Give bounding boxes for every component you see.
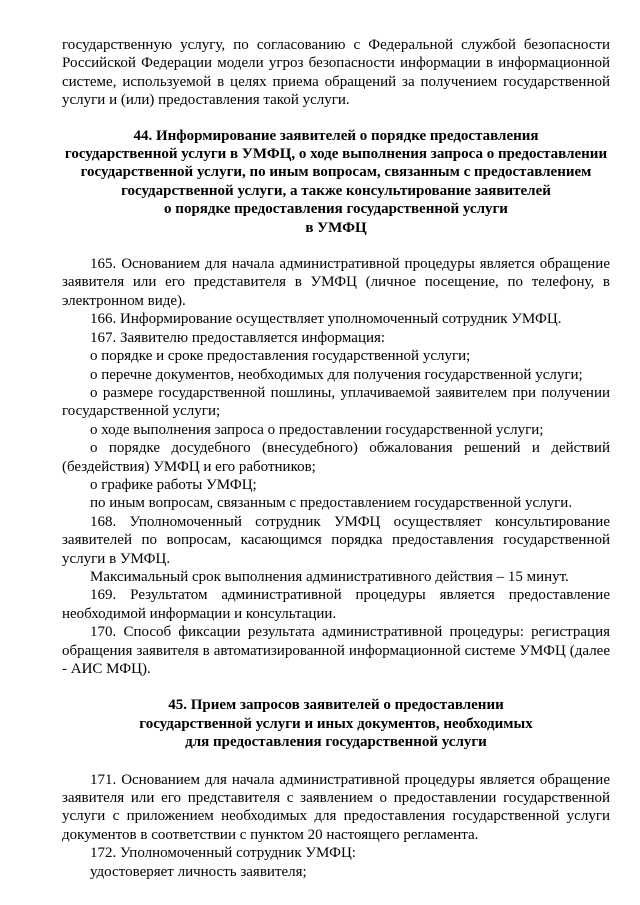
continuation-paragraph: государственную услугу, по согласованию с Федеральной службой безопасности Российской Федерации модели угроз безопасности информации в информационной системе, используемой в целях приема обращений за получением государственной услуги и (или) предоставления такой услуги. <box>62 37 610 109</box>
section-45-body <box>62 771 610 881</box>
document-page <box>62 36 610 881</box>
list-item: удостоверяет личность заявителя; <box>90 863 307 880</box>
list-item: о порядке досудебного (внесудебного) обжалования решений и действий (бездействия) УМФЦ и его работников; <box>62 440 610 475</box>
paragraph-170: 170. Способ фиксации результата административной процедуры: регистрация обращения заявителя в автоматизированной информационной системе УМФЦ (далее - АИС МФЦ). <box>62 624 610 677</box>
section-44-heading-line: государственной услуги, по иным вопросам, связанным с предоставлением <box>80 164 592 181</box>
section-45-heading-line: для предоставления государственной услуги <box>185 734 487 751</box>
list-item: о графике работы УМФЦ; <box>90 476 257 493</box>
list-item: о размере государственной пошлины, уплачиваемой заявителем при получении государственной услуги; <box>62 384 610 420</box>
list-item: о порядке и сроке предоставления государственной услуги; <box>90 348 471 365</box>
section-45-heading-line: государственной услуги и иных документов, необходимых <box>139 715 533 732</box>
section-44-heading-line: 44. Информирование заявителей о порядке предоставления <box>133 127 539 144</box>
paragraph-169: 169. Результатом административной процедуры является предоставление необходимой информации и консультации. <box>62 587 610 622</box>
section-44-heading-line: о порядке предоставления государственной услуги <box>164 201 508 218</box>
list-item: по иным вопросам, связанным с предоставлением государственной услуги. <box>90 495 573 512</box>
paragraph-171: 171. Основанием для начала административной процедуры является обращение заявителя или его представителя с заявлением о предоставлении государственной услуги с приложением необходимых для предоставления государственной услуги документов в соответствии с пунктом 20 настоящего регламента. <box>62 771 610 843</box>
paragraph-165: 165. Основанием для начала административной процедуры является обращение заявителя или его представителя в УМФЦ (личное посещение, по телефону, в электронном виде). <box>62 256 610 309</box>
max-time-paragraph: Максимальный срок выполнения административного действия – 15 минут. <box>90 568 569 585</box>
section-45-heading <box>62 696 610 751</box>
paragraph-167: 167. Заявителю предоставляется информация: <box>90 329 386 346</box>
paragraph-172: 172. Уполномоченный сотрудник УМФЦ: <box>90 845 356 862</box>
list-item: о перечне документов, необходимых для получения государственной услуги; <box>90 366 583 383</box>
list-item: о ходе выполнения запроса о предоставлении государственной услуги; <box>90 421 544 438</box>
section-44-heading <box>62 127 610 237</box>
paragraph-166: 166. Информирование осуществляет уполномоченный сотрудник УМФЦ. <box>90 311 562 328</box>
section-44-body <box>62 255 610 678</box>
paragraph-168: 168. Уполномоченный сотрудник УМФЦ осуществляет консультирование заявителей по вопросам, касающимся порядка предоставления государственной услуги в УМФЦ. <box>62 513 610 567</box>
section-44-heading-line: государственной услуги, а также консультирование заявителей <box>121 182 551 199</box>
section-44-heading-line: в УМФЦ <box>305 219 367 236</box>
section-44-heading-line: государственной услуги в УМФЦ, о ходе выполнения запроса о предоставлении <box>64 146 608 163</box>
section-45-heading-line: 45. Прием запросов заявителей о предоставлении <box>168 697 504 714</box>
